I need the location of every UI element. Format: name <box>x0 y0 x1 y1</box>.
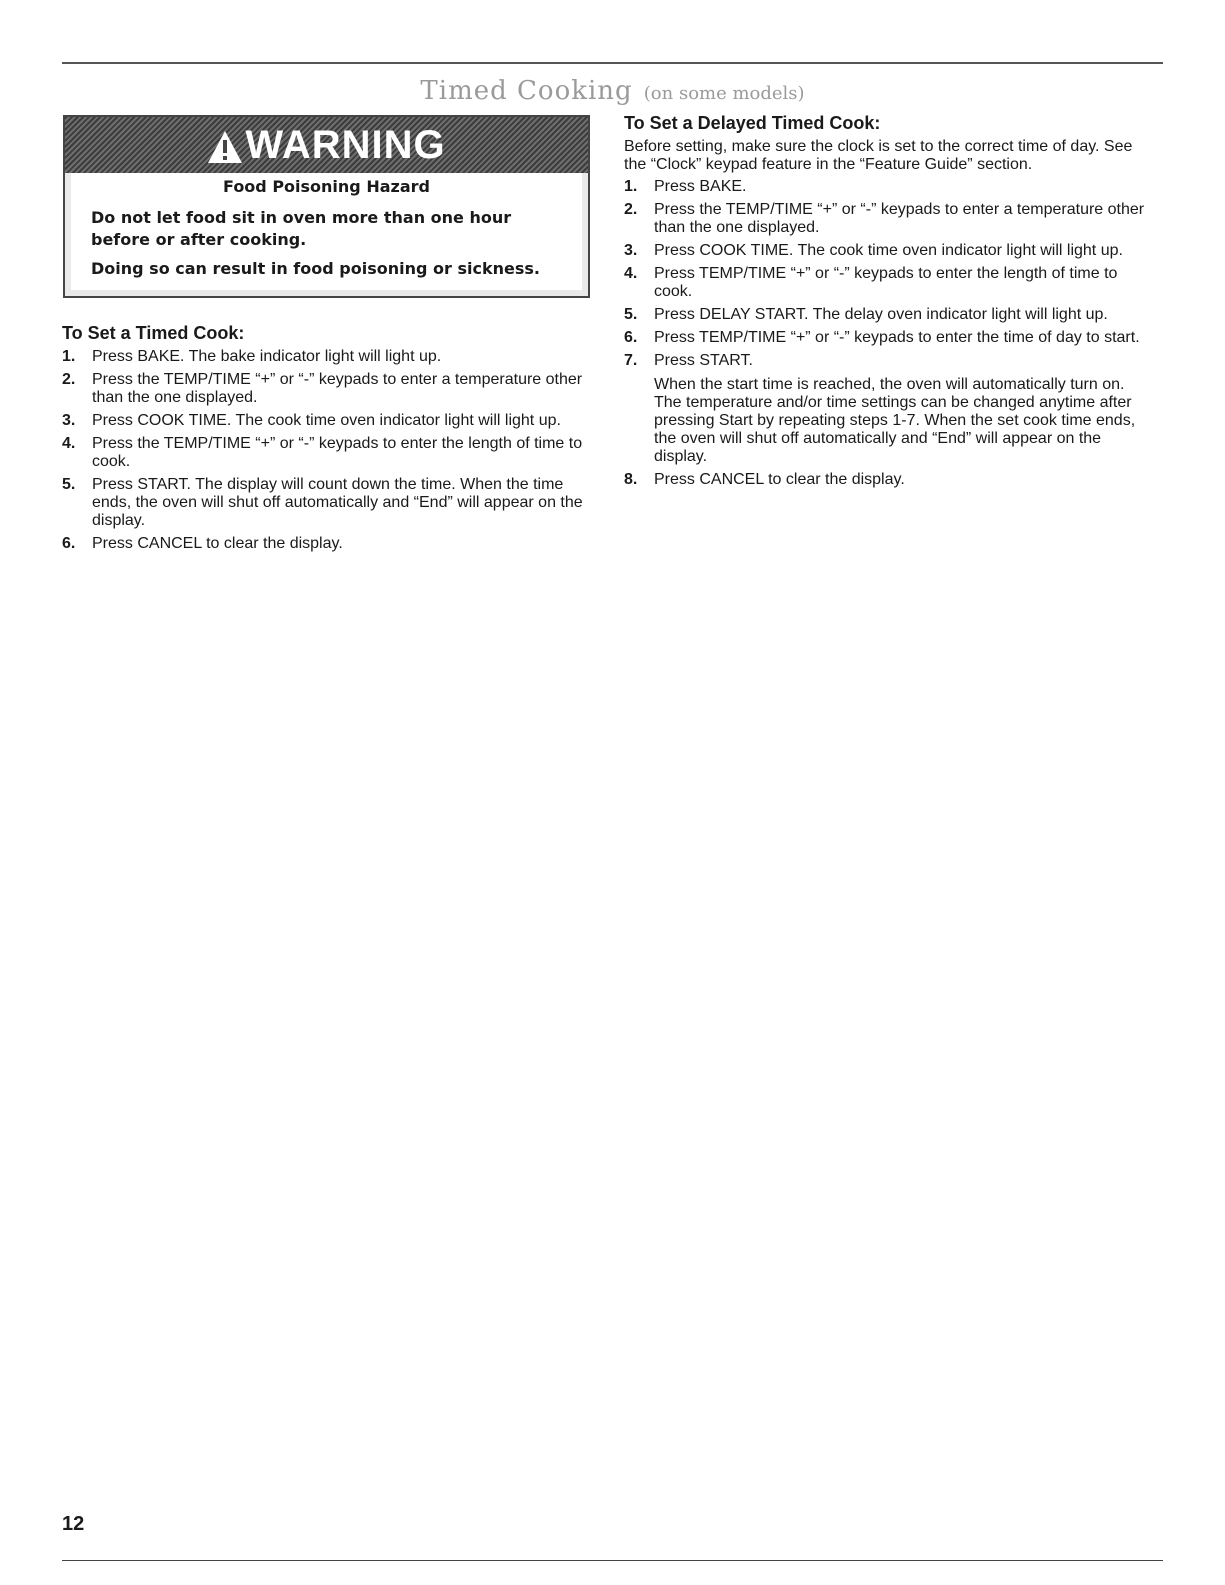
step-number: 3. <box>62 412 76 429</box>
step-text: Press the TEMP/TIME “+” or “-” keypads to enter a temperature other than the one displayed. <box>92 371 583 406</box>
step-text: Press TEMP/TIME “+” or “-” keypads to enter the time of day to start. <box>654 329 1140 346</box>
step-number: 6. <box>624 329 638 346</box>
warning-body <box>71 173 582 290</box>
list-item <box>624 265 1154 301</box>
step-note: When the start time is reached, the oven will automatically turn on. The temperature and/or time settings can be changed anytime after pressing Start by repeating steps 1-7. When the set cook time ends, the oven will shut off automatically and “End” will appear on the display. <box>654 376 1136 465</box>
warning-hazard-title: Food Poisoning Hazard <box>223 177 430 196</box>
top-rule <box>62 62 1163 64</box>
list-item <box>62 412 590 430</box>
page-title-main: Timed Cooking <box>420 76 633 106</box>
step-number: 4. <box>624 265 638 282</box>
warning-box <box>63 115 590 298</box>
delayed-cook-steps <box>624 178 1154 489</box>
step-number: 2. <box>624 201 638 218</box>
step-text: Press the TEMP/TIME “+” or “-” keypads to enter the length of time to cook. <box>92 435 583 470</box>
step-text: Press COOK TIME. The cook time oven indicator light will light up. <box>654 242 1123 259</box>
page-number: 12 <box>62 1513 85 1535</box>
list-item <box>62 476 590 530</box>
step-number: 8. <box>624 471 638 488</box>
list-item <box>624 242 1154 260</box>
timed-cook-section <box>62 322 590 558</box>
step-number: 3. <box>624 242 638 259</box>
step-number: 5. <box>624 306 638 323</box>
list-item <box>62 435 590 471</box>
list-item <box>624 329 1154 347</box>
list-item <box>624 471 1154 489</box>
step-text: Press BAKE. The bake indicator light will light up. <box>92 348 442 365</box>
step-number: 7. <box>624 352 638 369</box>
step-number: 1. <box>62 348 76 365</box>
step-text: Press START. <box>654 352 753 369</box>
step-text: Press CANCEL to clear the display. <box>92 535 343 552</box>
warning-triangle-icon <box>207 130 243 164</box>
list-item <box>624 306 1154 324</box>
bottom-rule <box>62 1560 1163 1561</box>
timed-cook-heading: To Set a Timed Cook: <box>62 323 245 343</box>
step-number: 5. <box>62 476 76 493</box>
warning-text-2: Doing so can result in food poisoning or sickness. <box>91 259 540 278</box>
list-item <box>62 348 590 366</box>
timed-cook-steps <box>62 348 590 553</box>
step-number: 2. <box>62 371 76 388</box>
list-item <box>624 201 1154 237</box>
step-number: 6. <box>62 535 76 552</box>
step-number: 4. <box>62 435 76 452</box>
step-text: Press BAKE. <box>654 178 747 195</box>
warning-banner <box>65 117 588 173</box>
warning-text-1: Do not let food sit in oven more than one hour before or after cooking. <box>91 208 512 249</box>
list-item <box>62 535 590 553</box>
page-title <box>0 76 1225 106</box>
step-text: Press DELAY START. The delay oven indicator light will light up. <box>654 306 1108 323</box>
step-text: Press CANCEL to clear the display. <box>654 471 905 488</box>
step-number: 1. <box>624 178 638 195</box>
delayed-cook-section <box>624 112 1154 494</box>
warning-banner-label: WARNING <box>245 123 446 167</box>
list-item <box>624 178 1154 196</box>
step-text: Press START. The display will count down the time. When the time ends, the oven will shut off automatically and “End” will appear on the display. <box>92 476 583 529</box>
step-text: Press TEMP/TIME “+” or “-” keypads to enter the length of time to cook. <box>654 265 1118 300</box>
delayed-cook-heading: To Set a Delayed Timed Cook: <box>624 113 881 133</box>
page-title-sub: (on some models) <box>643 83 805 104</box>
list-item <box>624 352 1154 466</box>
step-text: Press COOK TIME. The cook time oven indicator light will light up. <box>92 412 561 429</box>
delayed-cook-intro: Before setting, make sure the clock is set to the correct time of day. See the “Clock” keypad feature in the “Feature Guide” section. <box>624 138 1133 173</box>
list-item <box>62 371 590 407</box>
step-text: Press the TEMP/TIME “+” or “-” keypads to enter a temperature other than the one displayed. <box>654 201 1145 236</box>
